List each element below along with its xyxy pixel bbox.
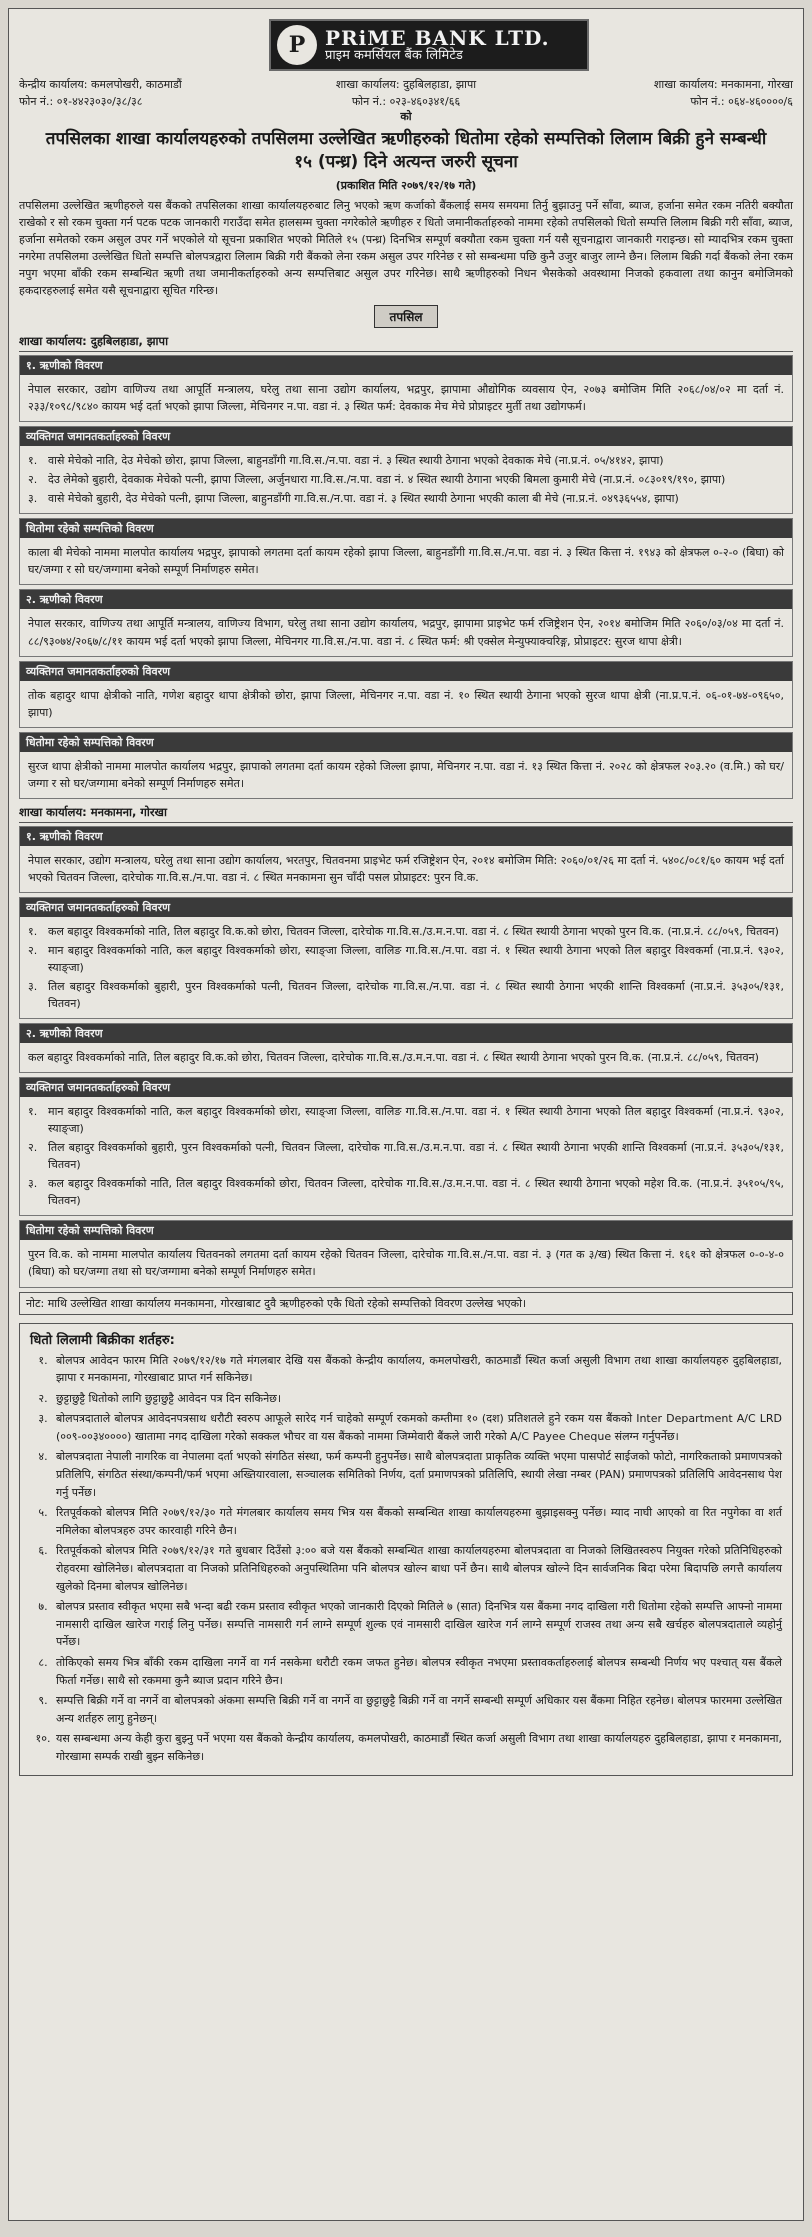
detail-section [19, 661, 793, 728]
term-item [30, 1542, 782, 1595]
item-text: नेपाल सरकार, उद्योग मन्त्रालय, घरेलु तथा साना उद्योग कार्यालय, भरतपुर, चितवनमा प्राइभेट फर्म रजिष्ट्रेशन ऐन, २०१४ बमोजिम मिति: २०६०/०१/२६ मा दर्ता नं. ५४०८/०८१/६० कायम भई दर्ता भएको चितवन जिल्ला, दारेचोक गा.वि.स./न.पा. वडा नं. ८ स्थित मनकामना सुन चाँदी पसल प्रोप्राइटर: पुरन वि.क. [28, 853, 784, 884]
item-text: तोक बहादुर थापा क्षेत्रीको नाति, गणेश बहादुर थापा क्षेत्रीको छोरा, झापा जिल्ला, मेचिनगर न.पा. वडा नं. १० स्थित स्थायी ठेगाना भएको सुरज थापा क्षेत्री (ना.प्र.प.नं. ०६-०१-७४-०९६५०, झापा) [28, 688, 784, 719]
term-text: यस सम्बन्धमा अन्य केही कुरा बुझ्नु पर्ने भएमा यस बैंकको केन्द्रीय कार्यालय, कमलपोखरी, काठमाडौं स्थित कर्जा असुली विभाग तथा शाखा कार्यालयहरु दुहबिलहाडा, झापा र मनकामना, गोरखामा सम्पर्क राखी बुझ्न सकिनेछ। [56, 1732, 782, 1763]
detail-item [28, 544, 784, 578]
section-body [20, 609, 792, 655]
term-item [30, 1410, 782, 1445]
section-heading: व्यक्तिगत जमानतकर्ताहरुको विवरण [20, 898, 792, 917]
terms-heading: धितो लिलामी बिक्रीका शर्तहरु: [30, 1332, 175, 1348]
notice-title: तपसिलका शाखा कार्यालयहरुको तपसिलमा उल्लेखित ऋणीहरुको धितोमा रहेको सम्पत्तिको लिलाम बिक्री हुने सम्बन्धी १५ (पन्ध्र) दिने अत्यन्त जरुरी सूचना [45, 129, 767, 172]
section-heading: १. ऋणीको विवरण [20, 356, 792, 375]
detail-item [28, 758, 784, 792]
detail-item [28, 1175, 784, 1209]
term-item [30, 1504, 782, 1539]
detail-item [28, 978, 784, 1012]
section-heading: धितोमा रहेको सम्पत्तिको विवरण [20, 519, 792, 538]
item-text: नेपाल सरकार, वाणिज्य तथा आपूर्ति मन्त्रालय, वाणिज्य विभाग, घरेलु तथा साना उद्योग कार्यालय, भद्रपुर, झापामा प्राइभेट फर्म रजिष्ट्रेशन ऐन, २०१४ बमोजिम मिति २०६०/०३/०४ मा दर्ता नं. ८८/९३०७४/२०६७/८/११ कायम भई दर्ता भएको झापा जिल्ला, मेचिनगर गा.वि.स./न.पा. वडा नं. ८ स्थित फर्म: श्री एक्सेल मेन्युफ्याक्चरिङ्ग, प्रोप्राइटर: सुरज थापा क्षेत्री। [28, 617, 784, 648]
detail-item [28, 1246, 784, 1280]
branch-note: नोट: माथि उल्लेखित शाखा कार्यालय मनकामना, गोरखाबाट दुवै ऋणीहरुको एकै धितो रहेको सम्पत्तिको विवरण उल्लेख भएको। [19, 1292, 793, 1315]
term-text: बोलपत्र प्रस्ताव स्वीकृत भएमा सबै भन्दा बढी रकम प्रस्ताव स्वीकृत भएको जानकारी दिएको मितिले ७ (सात) दिनभित्र यस बैंकमा नगद दाखिला गरी धितोमा रहेको सम्पत्ति आफ्नो नाममा नामसारी दाखिल खारेज गराई लिनु पर्नेछ। सम्पत्ति नामसारी गर्न लाग्ने सम्पूर्ण शुल्क एवं नामसारी दाखिल खारेज गर्न लाग्ने सम्पूर्ण राजस्व तथा अन्य सबै खर्चहरु बोलपत्रदाताले व्यहोर्नु पर्नेछ। [56, 1600, 782, 1649]
term-number: ७. [38, 1600, 48, 1614]
section-body [20, 846, 792, 892]
section-body [20, 1043, 792, 1072]
item-text: कल बहादुर विश्वकर्माको नाति, तिल बहादुर वि.क.को छोरा, चितवन जिल्ला, दारेचोक गा.वि.स./उ.म.न.पा. वडा नं. ८ स्थित स्थायी ठेगाना भएको पुरन वि.क. (ना.प्र.नं. ८८/०५९, चितवन) [48, 924, 779, 938]
detail-section [19, 589, 793, 656]
detail-section [19, 1077, 793, 1216]
term-item [30, 1654, 782, 1689]
term-item [30, 1390, 782, 1408]
section-body [20, 375, 792, 421]
term-text: बोलपत्रदाता नेपाली नागरिक वा नेपालमा दर्ता भएको संगठित संस्था, फर्म कम्पनी हुनुपर्नेछ। साथै बोलपत्रदाता प्राकृतिक व्यक्ति भएमा पासपोर्ट साईजको फोटो, नागरिकताको प्रमाणपत्रको प्रतिलिपि, संगठित संस्था/कम्पनी/फर्म भएमा अख्तियारवाला, सञ्चालक समितिको निर्णय, दर्ता प्रमाणपत्रको प्रतिलिपि, स्थायी लेखा नम्बर (PAN) प्रमाणपत्रको प्रतिलिपि आवेदनसाथ पेश गर्नु पर्नेछ। [56, 1450, 782, 1499]
term-text: सम्पत्ति बिक्री गर्ने वा नगर्ने वा बोलपत्रको अंकमा सम्पत्ति बिक्री गर्ने वा नगर्ने वा छुट्टाछुट्टै बिक्री गर्ने वा नगर्ने सम्बन्धी सम्पूर्ण अधिकार यस बैंकमा निहित रहनेछ। बोलपत्र फारममा उल्लेखित अन्य शर्तहरु लागु हुनेछन्। [56, 1694, 782, 1725]
term-item [30, 1448, 782, 1501]
detail-item [28, 1103, 784, 1137]
section-heading: धितोमा रहेको सम्पत्तिको विवरण [20, 1221, 792, 1240]
item-text: तिल बहादुर विश्वकर्माको बुहारी, पुरन विश्वकर्माको पत्नी, चितवन जिल्ला, दारेचोक गा.वि.स./न.पा. वडा नं. ८ स्थित स्थायी ठेगाना भएकी शान्ति विश्वकर्मा (ना.प्र.नं. ३५३०५/१३१, चितवन) [48, 980, 784, 1011]
term-number: १०. [35, 1732, 51, 1746]
section-heading: २. ऋणीको विवरण [20, 1024, 792, 1043]
item-number: २. [28, 1141, 38, 1155]
term-number: ५. [38, 1506, 48, 1520]
item-text: वासे मेचेको नाति, देउ मेचेको छोरा, झापा जिल्ला, बाहुनडाँगी गा.वि.स./न.पा. वडा नं. ३ स्थित स्थायी ठेगाना भएको देवकाक मेचे (ना.प्र.नं. ०५/४१४२, झापा) [48, 454, 664, 468]
section-body [20, 917, 792, 1018]
item-number: ३. [28, 1177, 38, 1191]
detail-item [28, 471, 784, 488]
section-heading: १. ऋणीको विवरण [20, 827, 792, 846]
office-list [19, 77, 793, 110]
item-text: देउ लेमेको बुहारी, देवकाक मेचेको पत्नी, झापा जिल्ला, अर्जुनधारा गा.वि.स./न.पा. वडा नं. ४ स्थित स्थायी ठेगाना भएकी बिमला कुमारी मेचे (ना.प्र.नं. ०८३०१९/१९०, झापा) [48, 473, 726, 487]
section-body [20, 446, 792, 513]
item-number: २. [28, 943, 38, 957]
term-number: ४. [38, 1450, 48, 1464]
detail-item [28, 615, 784, 649]
item-text: कल बहादुर विश्वकर्माको नाति, तिल बहादुर विश्वकर्माको छोरा, चितवन जिल्ला, दारेचोक गा.वि.स./उ.म.न.पा. वडा नं. ८ स्थित स्थायी ठेगाना भएको महेश वि.क. (ना.प्र.नं. ३५१०५/९५, चितवन) [48, 1177, 784, 1208]
term-number: ३. [38, 1412, 48, 1426]
section-heading: व्यक्तिगत जमानतकर्ताहरुको विवरण [20, 1078, 792, 1097]
detail-item [28, 852, 784, 886]
bank-name-nepali: प्राइम कमर्सियल बैंक लिमिटेड [325, 47, 463, 63]
item-number: २. [28, 473, 38, 487]
branch-label: शाखा कार्यालय: दुहबिलहाडा, झापा [19, 334, 793, 352]
term-text: बोलपत्र आवेदन फारम मिति २०७९/१२/१७ गते मंगलबार देखि यस बैंकको केन्द्रीय कार्यालय, कमलपोखरी, काठमाडौं स्थित कर्जा असुली विभाग तथा शाखा कार्यालयहरु दुहबिलहाडा, झापा र मनकामना, गोरखाबाट प्राप्त गर्न सकिनेछ। [56, 1353, 782, 1385]
notice-intro: तपसिलमा उल्लेखित ऋणीहरुले यस बैंकको तपसिलका शाखा कार्यालयहरुबाट लिनु भएको ऋण कर्जाको बैंकलाई समय समयमा तिर्नु बुझाउनु पर्ने साँवा, ब्याज, हर्जाना समेत रकम नतिरी बक्यौता राखेको र सो रकम चुक्ता गर्न पटक पटक जानकारी गराउँदा समेत हालसम्म चुक्ता नगरेकोले ऋणीहरु र धितो जमानीकर्ताहरुको नाममा रहेको तपसिलको धितो सम्पत्ति लिलाम बिक्री गरी साँवा, ब्याज, हर्जाना समेतको रकम असुल उपर गर्ने भएकोले यो सूचना प्रकाशित भएको मितिले १५ (पन्ध्र) दिनभित्र सम्पूर्ण बक्यौता रकम चुक्ता गर्न यसै सूचनाद्वारा जानकारी गराइन्छ। सो म्यादभित्र रकम चुक्ता नगरेमा तपसिलमा उल्लेखित धितो सम्पत्ति बोलपत्रद्वारा लिलाम बिक्री गरी बैंकको लेना रकम असुल उपर गरिनेछ र सो सम्बन्धमा पछि कुनै उजुर बाजुर लाग्ने छैन। लिलाम बिक्री गर्दा बैंकको लेना रकम नपुग भएमा बाँकी रकम सम्बन्धित ऋणी तथा जमानीकर्ताहरुको अन्य सम्पत्तिबाट असुल उपर गरिनेछ। साथै ऋणीहरुको निधन भैसकेको अवस्थामा निजको हकवाला तथा कानुन बमोजिमको हकदारहरुलाई समेत यसै सूचनाद्वारा सूचित गरिन्छ। [19, 198, 793, 298]
term-text: तोकिएको समय भित्र बाँकी रकम दाखिला नगर्ने वा गर्न नसकेमा धरौटी रकम जफत हुनेछ। बोलपत्र स्वीकृत नभएमा प्रस्तावकर्ताहरुलाई बोलपत्र सम्बन्धी निर्णय भए पश्चात् यस बैंकले फिर्ता गर्नेछ। साथै सो रकममा कुनै ब्याज प्रदान गरिने छैन। [56, 1656, 782, 1687]
notice-page [8, 8, 804, 2221]
branch-label: शाखा कार्यालय: मनकामना, गोरखा [19, 805, 793, 823]
detail-section [19, 518, 793, 585]
section-body [20, 681, 792, 727]
section-body [20, 538, 792, 584]
branch-list [19, 334, 793, 1314]
connector-word: को [400, 110, 412, 123]
detail-item [28, 923, 784, 940]
item-text: मान बहादुर विश्वकर्माको नाति, कल बहादुर विश्वकर्माको छोरा, स्याङ्जा जिल्ला, वालिङ गा.वि.स./न.पा. वडा नं. १ स्थित स्थायी ठेगाना भएको तिल बहादुर विश्वकर्मा (ना.प्र.नं. ९३०२, स्याङ्जा) [48, 1105, 784, 1136]
term-text: रितपूर्वकको बोलपत्र मिति २०७९/१२/३० गते मंगलबार कार्यालय समय भित्र यस बैंकको सम्बन्धित शाखा कार्यालयहरुमा बुझाइसक्नु पर्नेछ। म्याद नाघी आएको वा रित नपुगेका वा शर्त नमिलेका बोलपत्रहरु उपर कारवाही गरिने छैन। [56, 1506, 782, 1537]
notice-header [19, 15, 793, 107]
detail-section [19, 897, 793, 1019]
bank-name: PRiME BANK LTD. [325, 25, 550, 50]
term-number: ९. [38, 1694, 48, 1708]
item-text: सुरज थापा क्षेत्रीको नाममा मालपोत कार्यालय भद्रपुर, झापाको लगतमा दर्ता कायम रहेको जिल्ला झापा, मेचिनगर न.पा. वडा नं. १३ स्थित कित्ता नं. २०२८ को क्षेत्रफल २०३.२० (व.मि.) को घर/जग्गा र सो घर/जग्गामा बनेको सम्पूर्ण निर्माणहरु समेत। [28, 759, 784, 790]
terms-list [30, 1352, 782, 1766]
bank-emblem-icon: P [277, 25, 317, 65]
term-item [30, 1692, 782, 1727]
detail-item [28, 942, 784, 976]
item-text: मान बहादुर विश्वकर्माको नाति, कल बहादुर विश्वकर्माको छोरा, स्याङ्जा जिल्ला, वालिङ गा.वि.स./न.पा. वडा नं. १ स्थित स्थायी ठेगाना भएको तिल बहादुर विश्वकर्मा (ना.प्र.नं. ९३०२, स्याङ्जा) [48, 943, 784, 974]
detail-section [19, 732, 793, 799]
item-number: १. [28, 454, 38, 468]
term-item [30, 1352, 782, 1387]
detail-section [19, 355, 793, 422]
detail-item [28, 687, 784, 721]
item-text: नेपाल सरकार, उद्योग वाणिज्य तथा आपूर्ति मन्त्रालय, घरेलु तथा साना उद्योग कार्यालय, भद्रपुर, झापामा औद्योगिक व्यवसाय ऐन, २०७३ बमोजिम मिति २०६८/०४/०२ मा दर्ता नं. २३३/१०९८/९८४० कायम भई दर्ता भएको झापा जिल्ला, मेचिनगर न.पा. वडा नं. ३ स्थित फर्म: देवकाक मेच मेचे प्रोप्राइटर मुर्ती तथा उद्योगफर्म। [28, 383, 784, 414]
item-text: वासे मेचेको बुहारी, देउ मेचेको पत्नी, झापा जिल्ला, बाहुनडाँगी गा.वि.स./न.पा. वडा नं. ३ स्थित स्थायी ठेगाना भएकी काला बी मेचे (ना.प्र.नं. ०४९३६५५४, झापा) [48, 492, 679, 506]
detail-item [28, 381, 784, 415]
item-text: पुरन वि.क. को नाममा मालपोत कार्यालय चितवनको लगतमा दर्ता कायम रहेको चितवन जिल्ला, दारेचोक गा.वि.स./न.पा. वडा नं. ३ (गत क ३/ख) स्थित कित्ता नं. १६१ को क्षेत्रफल ०-०-४-० (बिघा) को घर/जग्गा तथा सो घर/जग्गामा बनेको सम्पूर्ण निर्माणहरु समेत। [28, 1248, 784, 1279]
section-body [20, 1097, 792, 1215]
detail-section [19, 1023, 793, 1073]
term-text: बोलपत्रदाताले बोलपत्र आवेदनपत्रसाथ धरौटी स्वरुप आफूले सारेद गर्न चाहेको सम्पूर्ण रकमको कम्तीमा १० (दश) प्रतिशतले हुने रकम यस बैंकको Inter Department A/C LRD (००९-००३४००००) खातामा नगद दाखिला गरेको सक्कल भौचर वा यस बैंकको नाममा जिम्मेवारी बैंकले जारी गरेको A/C Payee Cheque संलग्न गर्नुपर्नेछ। [56, 1412, 782, 1443]
term-number: ६. [38, 1544, 48, 1558]
item-number: ३. [28, 980, 38, 993]
office-gorkha: शाखा कार्यालय: मनकामना, गोरखा फोन नं.: ०६४-४६००००/६ [653, 78, 793, 108]
office-jhapa: शाखा कार्यालय: दुहबिलहाडा, झापा फोन नं.: ०२३-४६०३४१/६६ [335, 78, 477, 108]
schedule-label: तपसिल [374, 305, 438, 328]
term-item [30, 1598, 782, 1651]
office-central: केन्द्रीय कार्यालय: कमलपोखरी, काठमाडौं फोन नं.: ०१-४४२३०३०/३८/३८ [19, 78, 182, 108]
bank-logo [269, 19, 589, 71]
auction-terms [19, 1323, 793, 1776]
section-heading: व्यक्तिगत जमानतकर्ताहरुको विवरण [20, 662, 792, 681]
term-number: १. [38, 1353, 48, 1367]
term-number: २. [38, 1391, 48, 1405]
section-heading: धितोमा रहेको सम्पत्तिको विवरण [20, 733, 792, 752]
detail-item [28, 1139, 784, 1173]
section-heading: २. ऋणीको विवरण [20, 590, 792, 609]
detail-item [28, 1049, 784, 1066]
item-number: १. [28, 924, 38, 938]
term-item [30, 1730, 782, 1765]
detail-section [19, 426, 793, 514]
item-text: तिल बहादुर विश्वकर्माको बुहारी, पुरन विश्वकर्माको पत्नी, चितवन जिल्ला, दारेचोक गा.वि.स./उ.म.न.पा. वडा नं. ८ स्थित स्थायी ठेगाना भएकी शान्ति विश्वकर्मा (ना.प्र.नं. ३५३०५/१३१, चितवन) [48, 1141, 784, 1172]
item-text: काला बी मेचेको नाममा मालपोत कार्यालय भद्रपुर, झापाको लगतमा दर्ता कायम रहेको झापा जिल्ला, बाहुनडाँगी गा.वि.स./न.पा. वडा नं. ३ स्थित कित्ता नं. १९४३ को क्षेत्रफल ०-२-० (बिघा) को घर/जग्गा र सो घर/जग्गामा बनेको सम्पूर्ण निर्माणहरु समेत। [28, 546, 784, 577]
term-text: रितपूर्वकको बोलपत्र मिति २०७९/१२/३१ गते बुधबार दिउँसो ३:०० बजे यस बैंकको सम्बन्धित शाखा कार्यालयहरुमा बोलपत्रदाता वा निजको लिखितस्वरुप नियुक्त गरेको प्रतिनिधिहरुको रोहवरमा खोलिनेछ। बोलपत्रदाता वा निजको प्रतिनिधिहरुको अनुपस्थितिमा पनि बोलपत्र खोल्न बाधा पर्ने छैन। साथै बोलपत्र खोल्ने दिन सार्वजनिक बिदा परेमा बिदापछि लगत्तै कार्यालय खुलेको दिनमा बोलपत्र खोलिनेछ। [56, 1544, 782, 1593]
detail-section [19, 1220, 793, 1287]
section-body [20, 752, 792, 798]
section-body [20, 1240, 792, 1286]
detail-item [28, 452, 784, 469]
item-text: कल बहादुर विश्वकर्माको नाति, तिल बहादुर वि.क.को छोरा, चितवन जिल्ला, दारेचोक गा.वि.स./उ.म.न.पा. वडा नं. ८ स्थित स्थायी ठेगाना भएको पुरन वि.क. (ना.प्र.नं. ८८/०५९, चितवन) [28, 1051, 759, 1065]
detail-item [28, 490, 784, 507]
section-heading: व्यक्तिगत जमानतकर्ताहरुको विवरण [20, 427, 792, 446]
detail-section [19, 826, 793, 893]
term-text: छुट्टाछुट्टै धितोको लागि छुट्टाछुट्टै आवेदन पत्र दिन सकिनेछ। [56, 1391, 282, 1405]
item-number: १. [28, 1105, 38, 1119]
term-number: ८. [38, 1656, 48, 1670]
item-number: ३. [28, 492, 38, 506]
publication-date: (प्रकाशित मिति २०७९/१२/१७ गते) [335, 178, 477, 192]
